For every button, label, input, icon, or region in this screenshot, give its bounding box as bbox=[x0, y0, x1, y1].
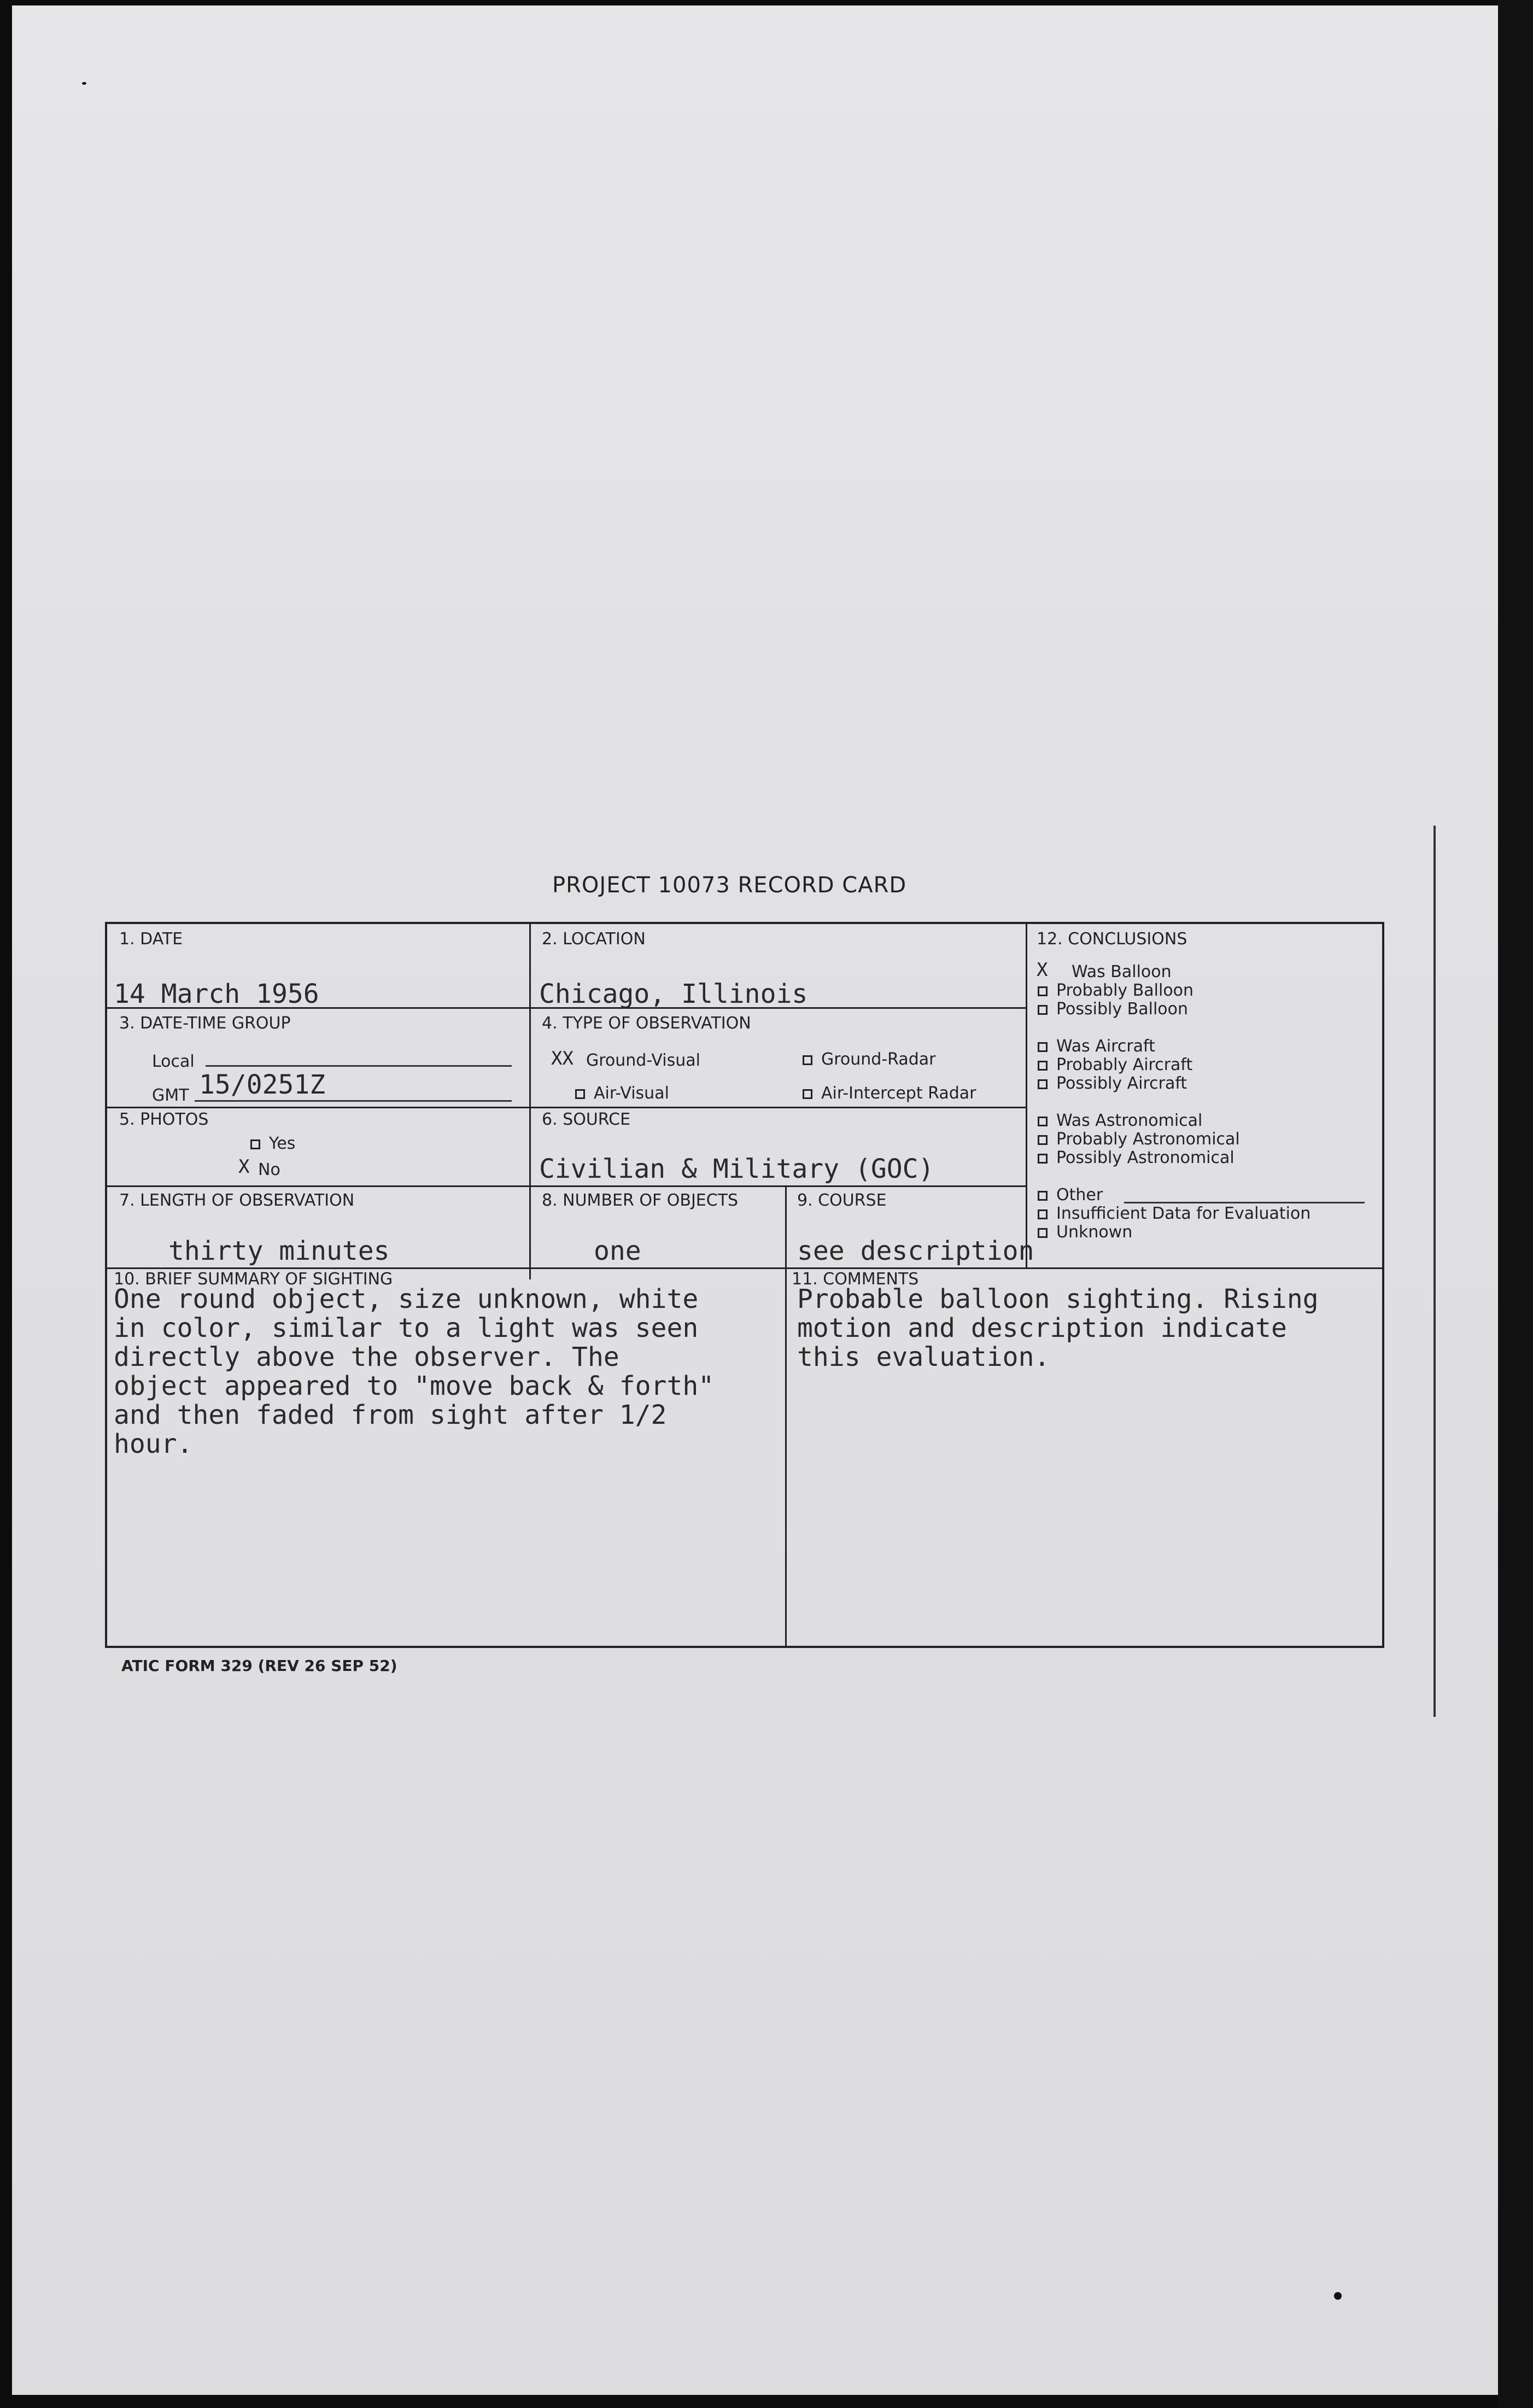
divider bbox=[1026, 924, 1027, 1269]
checkbox-icon bbox=[1038, 1005, 1048, 1015]
checkbox-icon bbox=[1038, 1061, 1048, 1071]
checkbox-icon bbox=[1038, 986, 1048, 996]
conclusions-label: 12. CONCLUSIONS bbox=[1037, 930, 1187, 949]
was-aircraft-option: Was Aircraft bbox=[1038, 1037, 1155, 1056]
checkbox-icon bbox=[1038, 1191, 1048, 1201]
summary-text bbox=[114, 1285, 714, 1459]
length-label: 7. LENGTH OF OBSERVATION bbox=[119, 1191, 355, 1210]
objects-value: one bbox=[594, 1236, 641, 1266]
record-card bbox=[105, 922, 1384, 1648]
summary-line: object appeared to "move back & forth" bbox=[114, 1371, 715, 1401]
checkbox-icon bbox=[1038, 1228, 1048, 1238]
summary-line: in color, similar to a light was seen bbox=[114, 1313, 699, 1343]
ground-visual-mark: XX bbox=[551, 1048, 574, 1069]
checkbox-icon bbox=[803, 1089, 812, 1099]
probably-balloon-option: Probably Balloon bbox=[1038, 981, 1193, 1000]
source-value: Civilian & Military (GOC) bbox=[539, 1154, 934, 1184]
divider bbox=[107, 1267, 1383, 1269]
gmt-label: GMT bbox=[152, 1086, 189, 1105]
source-label: 6. SOURCE bbox=[542, 1110, 631, 1129]
divider bbox=[107, 1185, 1027, 1187]
course-value: see description bbox=[797, 1236, 1034, 1266]
course-label: 9. COURSE bbox=[797, 1191, 887, 1210]
length-value: thirty minutes bbox=[168, 1236, 390, 1266]
scan-speck bbox=[1334, 2292, 1342, 2300]
checkbox-icon bbox=[1038, 1154, 1048, 1164]
divider bbox=[785, 1185, 787, 1646]
photos-yes-option: Yes bbox=[250, 1134, 295, 1153]
photos-label: 5. PHOTOS bbox=[119, 1110, 209, 1129]
divider bbox=[529, 924, 531, 1279]
other-underline bbox=[1124, 1202, 1365, 1203]
probably-aircraft-option: Probably Aircraft bbox=[1038, 1055, 1192, 1074]
ground-radar-option: Ground-Radar bbox=[803, 1050, 936, 1069]
divider bbox=[107, 1107, 1027, 1108]
location-value: Chicago, Illinois bbox=[539, 979, 808, 1009]
checkbox-icon bbox=[1038, 1117, 1048, 1126]
other-option: Other bbox=[1038, 1185, 1103, 1205]
checkbox-icon bbox=[1038, 1042, 1048, 1052]
date-value: 14 March 1956 bbox=[114, 979, 319, 1009]
probably-astronomical-option: Probably Astronomical bbox=[1038, 1130, 1240, 1149]
summary-line: One round object, size unknown, white bbox=[114, 1284, 699, 1314]
possibly-aircraft-option: Possibly Aircraft bbox=[1038, 1074, 1187, 1093]
date-label: 1. DATE bbox=[119, 930, 183, 949]
form-id: ATIC FORM 329 (REV 26 SEP 52) bbox=[121, 1657, 397, 1675]
datetime-label: 3. DATE-TIME GROUP bbox=[119, 1014, 291, 1033]
was-balloon-label: Was Balloon bbox=[1072, 962, 1172, 981]
unknown-option: Unknown bbox=[1038, 1223, 1132, 1242]
checkbox-icon bbox=[1038, 1209, 1048, 1219]
comments-line: motion and description indicate bbox=[797, 1313, 1287, 1343]
location-label: 2. LOCATION bbox=[542, 930, 646, 949]
ground-visual-label: Ground-Visual bbox=[586, 1051, 700, 1070]
scan-edge-line bbox=[1433, 826, 1436, 1717]
scan-border bbox=[1498, 0, 1533, 2408]
checkbox-icon bbox=[250, 1139, 260, 1149]
comments-label: 11. COMMENTS bbox=[792, 1270, 919, 1289]
air-visual-option: Air-Visual bbox=[575, 1084, 669, 1103]
document-page bbox=[12, 5, 1510, 2395]
gmt-underline bbox=[195, 1100, 512, 1102]
summary-label: 10. BRIEF SUMMARY OF SIGHTING bbox=[114, 1270, 393, 1289]
photos-no-mark: X bbox=[238, 1156, 250, 1178]
local-underline bbox=[206, 1065, 512, 1067]
comments-text bbox=[797, 1285, 1319, 1372]
checkbox-icon bbox=[803, 1055, 812, 1065]
insufficient-option: Insufficient Data for Evaluation bbox=[1038, 1204, 1310, 1223]
checkbox-icon bbox=[1038, 1079, 1048, 1089]
checkbox-icon bbox=[575, 1089, 585, 1099]
summary-line: hour. bbox=[114, 1429, 193, 1459]
summary-line: directly above the observer. The bbox=[114, 1342, 619, 1372]
summary-line: and then faded from sight after 1/2 bbox=[114, 1400, 667, 1430]
was-balloon-mark: X bbox=[1037, 959, 1048, 981]
objects-label: 8. NUMBER OF OBJECTS bbox=[542, 1191, 739, 1210]
comments-line: this evaluation. bbox=[797, 1342, 1050, 1372]
checkbox-icon bbox=[1038, 1135, 1048, 1145]
observation-type-label: 4. TYPE OF OBSERVATION bbox=[542, 1014, 751, 1033]
scan-speck bbox=[82, 82, 86, 85]
local-label: Local bbox=[152, 1052, 195, 1071]
photos-no-label: No bbox=[258, 1160, 280, 1179]
comments-line: Probable balloon sighting. Rising bbox=[797, 1284, 1319, 1314]
card-title: PROJECT 10073 RECORD CARD bbox=[552, 873, 907, 898]
possibly-astronomical-option: Possibly Astronomical bbox=[1038, 1148, 1234, 1167]
air-intercept-option: Air-Intercept Radar bbox=[803, 1084, 976, 1103]
gmt-value: 15/0251Z bbox=[199, 1069, 326, 1100]
possibly-balloon-option: Possibly Balloon bbox=[1038, 1000, 1188, 1019]
was-astronomical-option: Was Astronomical bbox=[1038, 1111, 1202, 1130]
